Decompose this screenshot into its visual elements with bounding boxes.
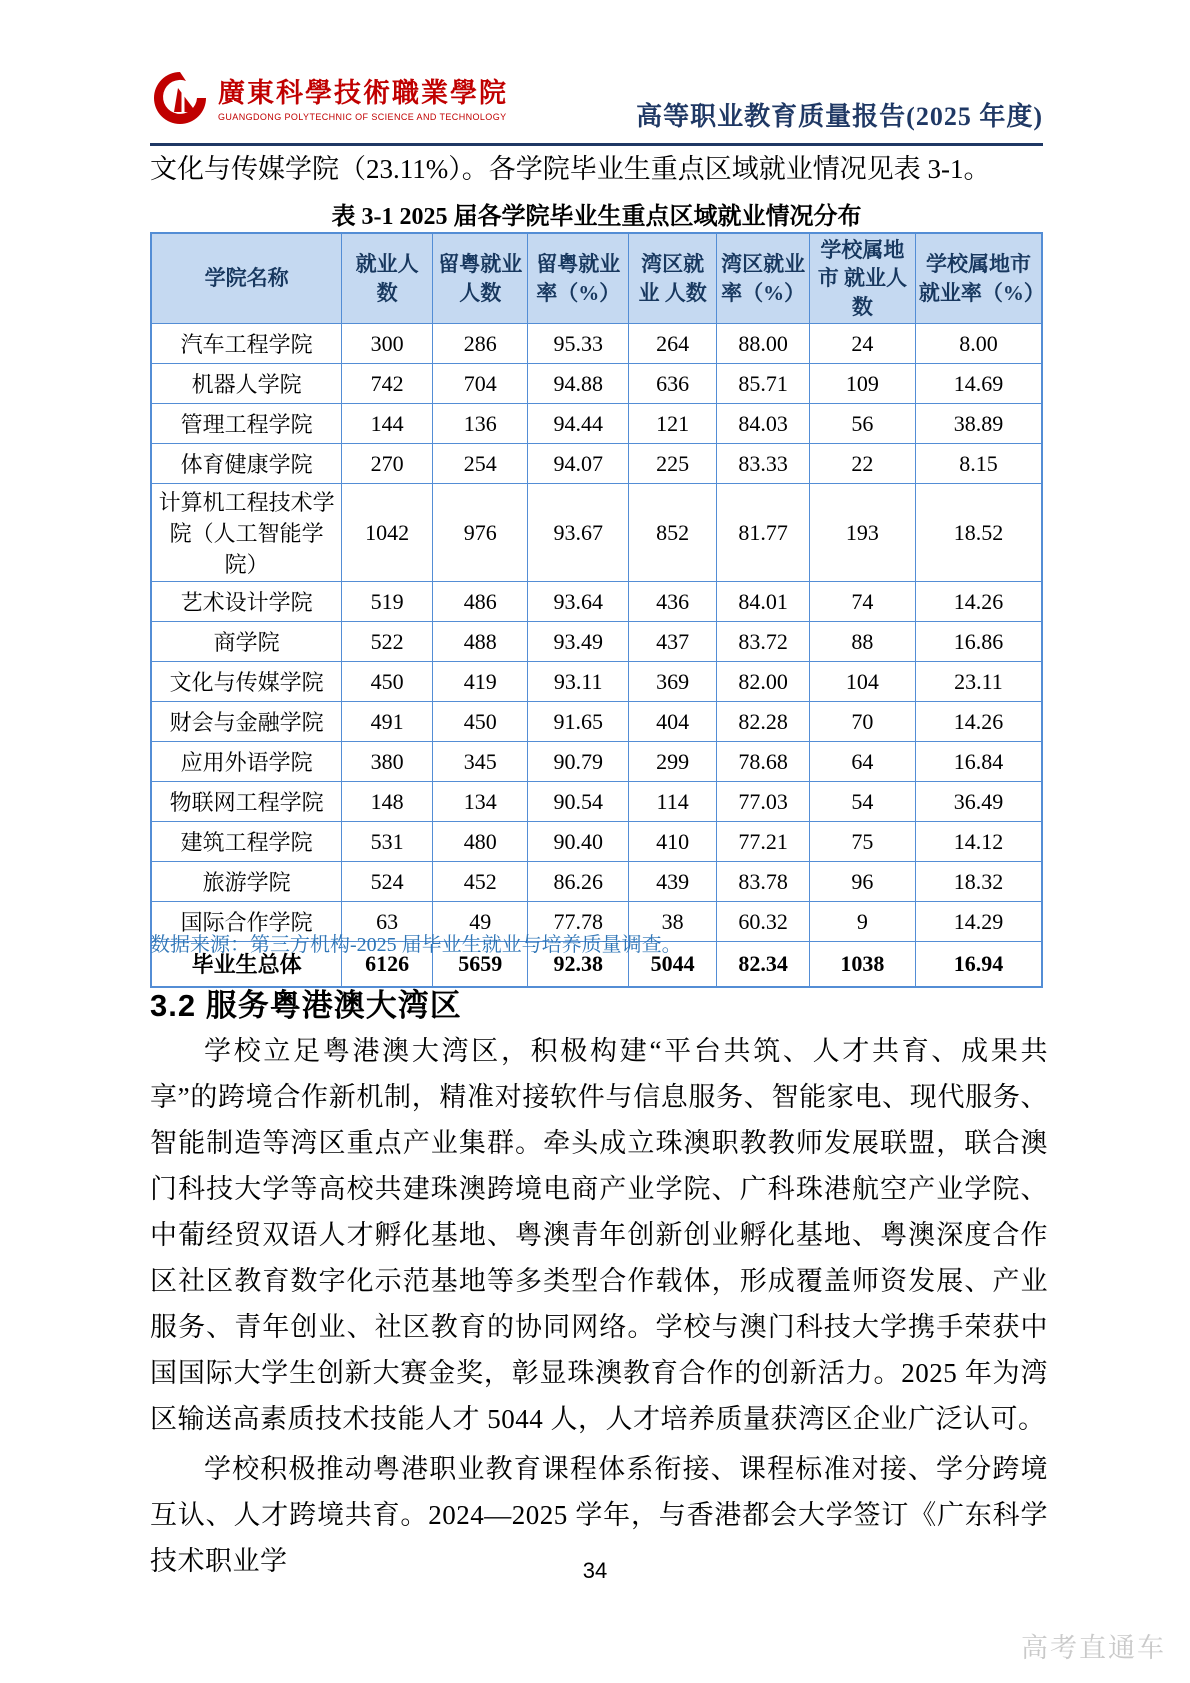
guangdong-count-cell: 419	[433, 662, 528, 702]
college-name-cell: 旅游学院	[151, 862, 342, 902]
college-name-cell: 计算机工程技术学院（人工智能学院）	[151, 484, 342, 582]
guangdong-rate-cell: 86.26	[528, 862, 629, 902]
college-name-cell: 文化与传媒学院	[151, 662, 342, 702]
localcity-rate-cell: 14.26	[915, 582, 1042, 622]
total-localcity-count-cell: 1038	[809, 942, 915, 987]
bayarea-rate-cell: 83.78	[717, 862, 810, 902]
col-header-college: 学院名称	[151, 233, 342, 324]
paragraph-1: 学校立足粤港澳大湾区，积极构建“平台共筑、人才共育、成果共享”的跨境合作新机制，精准对接软件与信息服务、智能家电、现代服务、智能制造等湾区重点产业集群。牵头成立珠澳职教教师发展联盟，联合澳门科技大学等高校共建珠澳跨境电商产业学院、广科珠港航空产业学院、中葡经贸双语人才孵化基地、粤澳青年创新创业孵化基地、粤澳深度合作区社区教育数字化示范基地等多类型合作载体，形成覆盖师资发展、产业服务、青年创业、社区教育的协同网络。学校与澳门科技大学携手荣获中国国际大学生创新大赛金奖，彰显珠澳教育合作的创新活力。2025 年为湾区输送高素质技术技能人才 5044 人，人才培养质量获湾区企业广泛认可。	[150, 1036, 1048, 1434]
guangdong-rate-cell: 93.49	[528, 622, 629, 662]
college-name-cell: 体育健康学院	[151, 444, 342, 484]
col-header-bayarea-count: 湾区就业 人数	[629, 233, 717, 324]
school-name-en: GUANGDONG POLYTECHNIC OF SCIENCE AND TECHNOLOGY	[218, 111, 507, 122]
total-label-cell: 毕业生总体	[151, 942, 342, 987]
employed-count-cell: 519	[342, 582, 433, 622]
total-employed-cell: 6126	[342, 942, 433, 987]
bayarea-rate-cell: 84.01	[717, 582, 810, 622]
bayarea-rate-cell: 81.77	[717, 484, 810, 582]
localcity-rate-cell: 14.29	[915, 902, 1042, 942]
employment-table	[150, 232, 1043, 988]
bayarea-rate-cell: 83.33	[717, 444, 810, 484]
section-heading: 3.2 服务粤港澳大湾区	[150, 988, 462, 1023]
bayarea-rate-cell: 84.03	[717, 404, 810, 444]
localcity-count-cell: 109	[809, 364, 915, 404]
bayarea-count-cell: 225	[629, 444, 717, 484]
table-header	[151, 233, 1045, 324]
guangdong-count-cell: 254	[433, 444, 528, 484]
table-body	[151, 324, 1042, 987]
bayarea-count-cell: 264	[629, 324, 717, 364]
employed-count-cell: 450	[342, 662, 433, 702]
guangdong-rate-cell: 93.11	[528, 662, 629, 702]
col-header-employed: 就业人数	[342, 233, 433, 324]
table-row	[151, 622, 1042, 662]
localcity-count-cell: 74	[809, 582, 915, 622]
guangdong-rate-cell: 95.33	[528, 324, 629, 364]
employed-count-cell: 522	[342, 622, 433, 662]
bayarea-rate-cell: 82.28	[717, 702, 810, 742]
guangdong-count-cell: 286	[433, 324, 528, 364]
localcity-count-cell: 54	[809, 782, 915, 822]
localcity-rate-cell: 8.00	[915, 324, 1042, 364]
page-header	[150, 68, 1043, 146]
bayarea-count-cell: 636	[629, 364, 717, 404]
guangdong-rate-cell: 90.54	[528, 782, 629, 822]
bayarea-rate-cell: 83.72	[717, 622, 810, 662]
employed-count-cell: 742	[342, 364, 433, 404]
table-row	[151, 662, 1042, 702]
bayarea-rate-cell: 85.71	[717, 364, 810, 404]
table-row	[151, 582, 1042, 622]
bayarea-rate-cell: 78.68	[717, 742, 810, 782]
total-bayarea-rate-cell: 82.34	[717, 942, 810, 987]
college-name-cell: 物联网工程学院	[151, 782, 342, 822]
localcity-count-cell: 75	[809, 822, 915, 862]
employed-count-cell: 524	[342, 862, 433, 902]
section-body	[150, 1028, 1048, 1588]
localcity-rate-cell: 36.49	[915, 782, 1042, 822]
bayarea-rate-cell: 77.21	[717, 822, 810, 862]
bayarea-rate-cell: 60.32	[717, 902, 810, 942]
localcity-count-cell: 24	[809, 324, 915, 364]
bayarea-rate-cell: 88.00	[717, 324, 810, 364]
table-row	[151, 822, 1042, 862]
bayarea-count-cell: 369	[629, 662, 717, 702]
col-header-localcity-rate: 学校属地市 就业率（%）	[915, 233, 1042, 324]
localcity-count-cell: 193	[809, 484, 915, 582]
guangdong-count-cell: 49	[433, 902, 528, 942]
guangdong-rate-cell: 93.64	[528, 582, 629, 622]
guangdong-count-cell: 450	[433, 702, 528, 742]
localcity-rate-cell: 38.89	[915, 404, 1042, 444]
bayarea-count-cell: 437	[629, 622, 717, 662]
guangdong-count-cell: 480	[433, 822, 528, 862]
localcity-rate-cell: 18.32	[915, 862, 1042, 902]
guangdong-rate-cell: 94.44	[528, 404, 629, 444]
guangdong-rate-cell: 77.78	[528, 902, 629, 942]
college-name-cell: 建筑工程学院	[151, 822, 342, 862]
localcity-rate-cell: 23.11	[915, 662, 1042, 702]
school-emblem-icon	[150, 68, 210, 133]
total-bayarea-count-cell: 5044	[629, 942, 717, 987]
guangdong-count-cell: 704	[433, 364, 528, 404]
employed-count-cell: 380	[342, 742, 433, 782]
col-header-guangdong-rate: 留粤就业 率（%）	[528, 233, 629, 324]
bayarea-count-cell: 436	[629, 582, 717, 622]
school-name-cn: 廣東科學技術職業學院	[218, 78, 508, 109]
localcity-rate-cell: 16.84	[915, 742, 1042, 782]
guangdong-count-cell: 488	[433, 622, 528, 662]
guangdong-count-cell: 486	[433, 582, 528, 622]
localcity-count-cell: 88	[809, 622, 915, 662]
school-logo	[150, 68, 508, 133]
bayarea-count-cell: 121	[629, 404, 717, 444]
guangdong-count-cell: 452	[433, 862, 528, 902]
table-title: 表 3-1 2025 届各学院毕业生重点区域就业情况分布	[331, 204, 862, 230]
localcity-rate-cell: 14.69	[915, 364, 1042, 404]
bayarea-count-cell: 410	[629, 822, 717, 862]
college-name-cell: 艺术设计学院	[151, 582, 342, 622]
college-name-cell: 商学院	[151, 622, 342, 662]
employed-count-cell: 531	[342, 822, 433, 862]
localcity-count-cell: 22	[809, 444, 915, 484]
employed-count-cell: 300	[342, 324, 433, 364]
bayarea-count-cell: 114	[629, 782, 717, 822]
college-name-cell: 汽车工程学院	[151, 324, 342, 364]
col-header-bayarea-rate: 湾区就业 率（%）	[717, 233, 810, 324]
guangdong-count-cell: 136	[433, 404, 528, 444]
localcity-count-cell: 70	[809, 702, 915, 742]
table-row	[151, 782, 1042, 822]
guangdong-count-cell: 345	[433, 742, 528, 782]
table-row	[151, 404, 1042, 444]
guangdong-rate-cell: 93.67	[528, 484, 629, 582]
table-source-note: 数据来源：第三方机构-2025 届毕业生就业与培养质量调查。	[150, 934, 682, 956]
localcity-rate-cell: 14.12	[915, 822, 1042, 862]
localcity-count-cell: 96	[809, 862, 915, 902]
employed-count-cell: 148	[342, 782, 433, 822]
college-name-cell: 国际合作学院	[151, 902, 342, 942]
intro-text: 文化与传媒学院（23.11%）。各学院毕业生重点区域就业情况见表 3-1。	[150, 154, 991, 184]
localcity-count-cell: 56	[809, 404, 915, 444]
guangdong-count-cell: 976	[433, 484, 528, 582]
guangdong-rate-cell: 94.88	[528, 364, 629, 404]
localcity-count-cell: 104	[809, 662, 915, 702]
table-row	[151, 324, 1042, 364]
localcity-rate-cell: 8.15	[915, 444, 1042, 484]
report-title: 高等职业教育质量报告(2025 年度)	[636, 102, 1043, 131]
watermark-text: 高考直通车	[1021, 1633, 1166, 1663]
localcity-count-cell: 64	[809, 742, 915, 782]
guangdong-rate-cell: 94.07	[528, 444, 629, 484]
localcity-rate-cell: 14.26	[915, 702, 1042, 742]
bayarea-count-cell: 439	[629, 862, 717, 902]
table-row	[151, 364, 1042, 404]
total-guangdong-rate-cell: 92.38	[528, 942, 629, 987]
table-row	[151, 742, 1042, 782]
bayarea-rate-cell: 82.00	[717, 662, 810, 702]
employed-count-cell: 270	[342, 444, 433, 484]
total-guangdong-count-cell: 5659	[433, 942, 528, 987]
employed-count-cell: 144	[342, 404, 433, 444]
guangdong-rate-cell: 90.79	[528, 742, 629, 782]
col-header-guangdong-count: 留粤就业 人数	[433, 233, 528, 324]
bayarea-count-cell: 299	[629, 742, 717, 782]
col-header-localcity-count: 学校属地市 就业人数	[809, 233, 915, 324]
table-row	[151, 862, 1042, 902]
college-name-cell: 管理工程学院	[151, 404, 342, 444]
guangdong-rate-cell: 90.40	[528, 822, 629, 862]
paragraph-2: 学校积极推动粤港职业教育课程体系衔接、课程标准对接、学分跨境互认、人才跨境共育。2024—2025 学年，与香港都会大学签订《广东科学技术职业学	[150, 1454, 1048, 1576]
total-localcity-rate-cell: 16.94	[915, 942, 1042, 987]
employed-count-cell: 491	[342, 702, 433, 742]
table-row	[151, 702, 1042, 742]
bayarea-count-cell: 852	[629, 484, 717, 582]
page-number: 34	[582, 1558, 608, 1583]
employed-count-cell: 1042	[342, 484, 433, 582]
table-row	[151, 444, 1042, 484]
bayarea-count-cell: 38	[629, 902, 717, 942]
bayarea-rate-cell: 77.03	[717, 782, 810, 822]
localcity-count-cell: 9	[809, 902, 915, 942]
localcity-rate-cell: 16.86	[915, 622, 1042, 662]
table-header-row	[151, 233, 1042, 324]
table-row	[151, 484, 1042, 582]
guangdong-count-cell: 134	[433, 782, 528, 822]
college-name-cell: 应用外语学院	[151, 742, 342, 782]
college-name-cell: 机器人学院	[151, 364, 342, 404]
employed-count-cell: 63	[342, 902, 433, 942]
guangdong-rate-cell: 91.65	[528, 702, 629, 742]
college-name-cell: 财会与金融学院	[151, 702, 342, 742]
localcity-rate-cell: 18.52	[915, 484, 1042, 582]
bayarea-count-cell: 404	[629, 702, 717, 742]
